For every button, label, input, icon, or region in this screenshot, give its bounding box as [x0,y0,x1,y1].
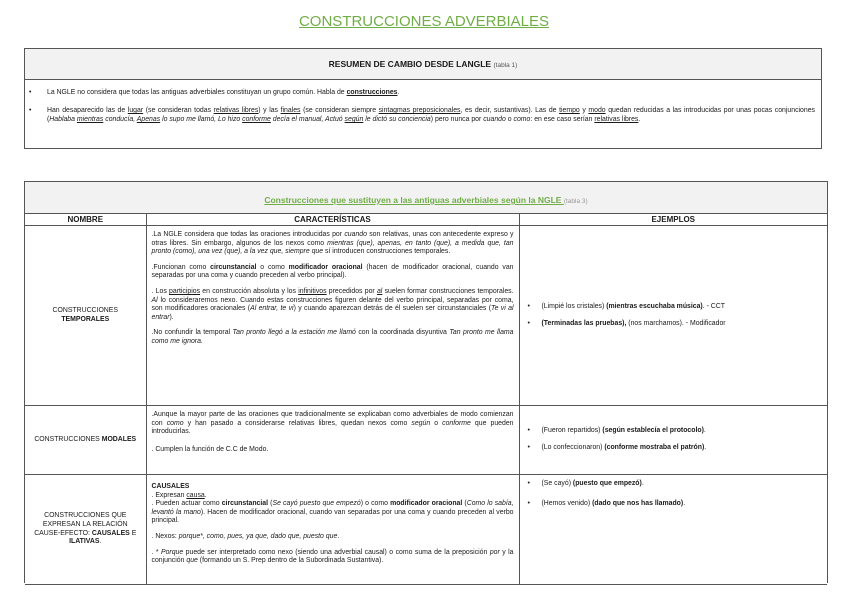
text: (Hemos venido) [541,499,593,507]
example: Hablaba [49,116,77,123]
text: ( [268,500,273,508]
italic: conforme [442,419,471,427]
text: (Fueron repartidos) [541,427,603,435]
example: mientras [76,116,104,123]
paragraph [152,533,514,542]
paragraph [152,492,514,501]
name-bold: ILATIVAS [69,538,100,546]
text: y han pasado a considerarse relativas libres, quedan nexos como [183,419,412,427]
keyword: relativas libres [213,107,259,114]
text: La NGLE no considera que todas las antiguas adverbiales constituyan un grupo común. Habla de [47,89,347,96]
bold: (mientras escuchaba música) [606,302,703,310]
keyword: modo [588,107,606,114]
text: o como [256,263,289,271]
table-header-row [25,214,827,226]
name-bold: MODALES [101,435,137,443]
keyword: sintagmas preposicionales [378,107,461,114]
example-item [526,303,822,312]
text: ( [462,500,467,508]
example: como [513,116,531,123]
italic: como [166,419,184,427]
example: Apenas [136,116,161,123]
paragraph [152,329,514,346]
bold: (conforme mostraba el patrón) [604,444,705,451]
italic: Tan pronto llegó a la estación me llamó [232,329,356,337]
example: decía el manual, Actuó [270,116,345,123]
italic: mientras (que), apenas, en tanto (que), a medida que, tan pronto (como), una vez (que), a la vez que, siempre que [151,239,514,256]
keyword: relativas libres [594,116,639,123]
text: (Lo confeccionaron) [541,444,605,451]
italic: Al entrar, te vi [250,305,294,313]
text: y la conjunción [151,548,514,565]
table-row [25,475,827,585]
text: ) o como [360,500,391,508]
underline: infinitivos [298,287,327,295]
text: (Se cayó) [541,480,573,487]
italic: por [489,548,500,556]
bold: (dado que nos has llamado) [592,499,684,507]
example: le dictó su conciencia [363,116,431,123]
example-item [526,427,822,436]
italic: que [186,557,198,565]
text: . [683,499,686,507]
text: . * [151,548,161,556]
italic: Porque [161,548,184,556]
example-list [526,480,822,508]
text: .Aunque la mayor parte de las oraciones que tradicionalmente se explicaban como adverbiales de modo comienzan con [151,411,514,427]
keyword: finales [280,107,301,114]
summary-item [25,88,821,97]
text: precedidos por [326,287,377,295]
bold: (Terminadas las pruebas), [541,319,627,327]
col-header-characteristics: CARACTERÍSTICAS [146,214,519,226]
text: . [641,480,644,487]
example: lo supo me llamó, Lo hizo [160,116,243,123]
row-examples [519,406,827,475]
text: o [430,419,443,427]
example: según [344,116,364,123]
text: (se consideran siempre [300,107,379,114]
constructions-table-box [24,181,828,583]
row-name [25,226,146,406]
name-text: CONSTRUCCIONES QUE EXPRESAN LA RELACIÓN CAUSE-EFECTO: [34,512,128,537]
subheading: CAUSALES [151,483,190,490]
bold: (según establecía el protocolo) [602,427,704,435]
paragraph [152,288,514,322]
col-header-name: NOMBRE [25,214,146,226]
italic: cuando [344,231,367,238]
text: Han desaparecido las de [47,107,128,114]
paragraph: . Cumplen la función de C.C de Modo. [151,445,269,453]
table-caption-title: Construcciones que sustituyen a las antiguas adverbiales según la NGLE [264,195,564,205]
col-header-examples: EJEMPLOS [519,214,827,226]
row-name [25,406,146,475]
text: . [638,116,641,123]
row-examples [519,226,827,406]
text: (hacen de modificador oracional, cuando van separadas por una coma y cuando preceden al verbo principal). [151,263,514,280]
paragraph [152,500,514,526]
text: .No confundir la temporal [151,329,233,337]
text: . [704,444,707,451]
summary-heading [25,49,821,80]
summary-item [25,106,821,124]
summary-list [25,88,821,124]
text: ) y cuando aparezcan detrás de él suelen ser circunstanciales ( [293,305,492,313]
italic: Te vi al entrar [151,305,514,321]
row-characteristics [146,406,519,475]
text: , es decir, sustantivas). Las de [460,107,560,114]
bold: circunstancial [221,500,269,508]
text: . [397,89,400,96]
text: puede ser interpretado como nexo (siendo una adverbial causal) o como suma de la preposición [183,548,490,556]
name-text: E [129,529,137,537]
summary-heading-note: (tabla 1) [493,62,518,69]
example-item [526,320,822,329]
paragraph [152,411,514,437]
keyword: construcciones [346,89,398,96]
text: .Funcionan como [151,263,211,271]
bold: modificador oracional [390,500,463,508]
text: . Pueden actuar como [151,500,222,508]
row-characteristics [146,475,519,585]
text: en construcción absoluta y los [200,287,299,295]
row-name [25,475,146,585]
text: sí introducen construcciones temporales. [323,248,451,256]
example-item [526,480,822,489]
text: . [204,491,207,499]
example: conforme [242,116,271,123]
text: o [505,116,514,123]
text: ) y las [258,107,281,114]
table-caption-note: (tabla 3) [563,198,588,205]
table-row [25,406,827,475]
bold: modificador oracional [288,263,363,271]
constructions-table [25,214,827,585]
text: (nos marchamos). - Modificador [626,319,726,327]
example-list [526,427,822,452]
summary-box [24,48,822,149]
text: (Limpié los cristales) [541,302,607,310]
underline: causa [186,491,205,499]
text: ). Hacen de modificador oracional, cuando van separadas por una coma y cuando preceden al verbo principal. [151,508,514,525]
paragraph [152,231,514,257]
text: suelen formar construcciones temporales. [382,287,514,295]
text: (formando un S. Prep dentro de la Subordinada Sustantiva). [197,557,384,565]
underline: al [376,287,383,295]
text: y [579,107,589,114]
paragraph [152,549,514,566]
table-row [25,226,827,406]
text: (se consideran todas [143,107,214,114]
text: .La NGLE considera que todas las oraciones introducidas por [151,231,345,238]
text: quedan reducidas a las introducidas por unas pocas conjunciones ( [47,107,816,123]
row-characteristics [146,226,519,406]
paragraph [152,264,514,281]
page-title: CONSTRUCCIONES ADVERBIALES [298,13,550,30]
text: . Nexos: [151,532,179,540]
example-list [526,303,822,328]
text: : en ese caso serían [530,116,595,123]
italic: Tan pronto me llama como me ignora. [151,329,514,345]
text: . [337,532,340,540]
paragraph [152,483,514,492]
bold: circunstancial [210,263,257,271]
text: . [703,427,706,435]
text: ). [169,313,174,321]
example-item [526,500,822,509]
italic: Al [151,296,158,304]
table-caption [25,182,827,214]
text: . Expresan [151,491,187,499]
keyword: lugar [127,107,144,114]
bold: (puesto que empezó) [572,480,642,487]
name-bold: TEMPORALES [61,315,110,323]
italic: Se cayó puesto que empezó [272,500,361,508]
keyword: tiempo [559,107,580,114]
text: son relativas, unas con antecedente expreso y otras libres. Sin embargo, algunos de los nexos como [151,231,514,247]
name-text: CONSTRUCCIONES [34,435,102,443]
text: lo consideraremos nexo. Cuando estas construcciones figuren delante del verbo principal, separadas por coma, son modificadores oracionales ( [151,296,514,313]
text: ) pero nunca por [430,116,484,123]
text: que pueden introducirlas. [151,419,514,436]
example: conducía, [103,116,137,123]
row-examples [519,475,827,585]
name-text: CONSTRUCCIONES [52,306,118,314]
example-item [526,444,822,453]
name-bold: CAUSALES [91,529,130,537]
italic: porque*, como, pues, ya que, dado que, puesto que [178,532,338,540]
italic: según [411,419,431,427]
italic: Como lo sabía, levantó la mano [151,500,514,516]
text: . - CCT [702,302,725,310]
text: . Los [151,287,170,295]
name-text: . [99,538,102,546]
text: con la coordinada disyuntiva [355,329,450,337]
underline: participios [169,287,201,295]
summary-heading-title: RESUMEN DE CAMBIO DESDE LANGLE [328,59,492,69]
example: cuando [483,116,506,123]
